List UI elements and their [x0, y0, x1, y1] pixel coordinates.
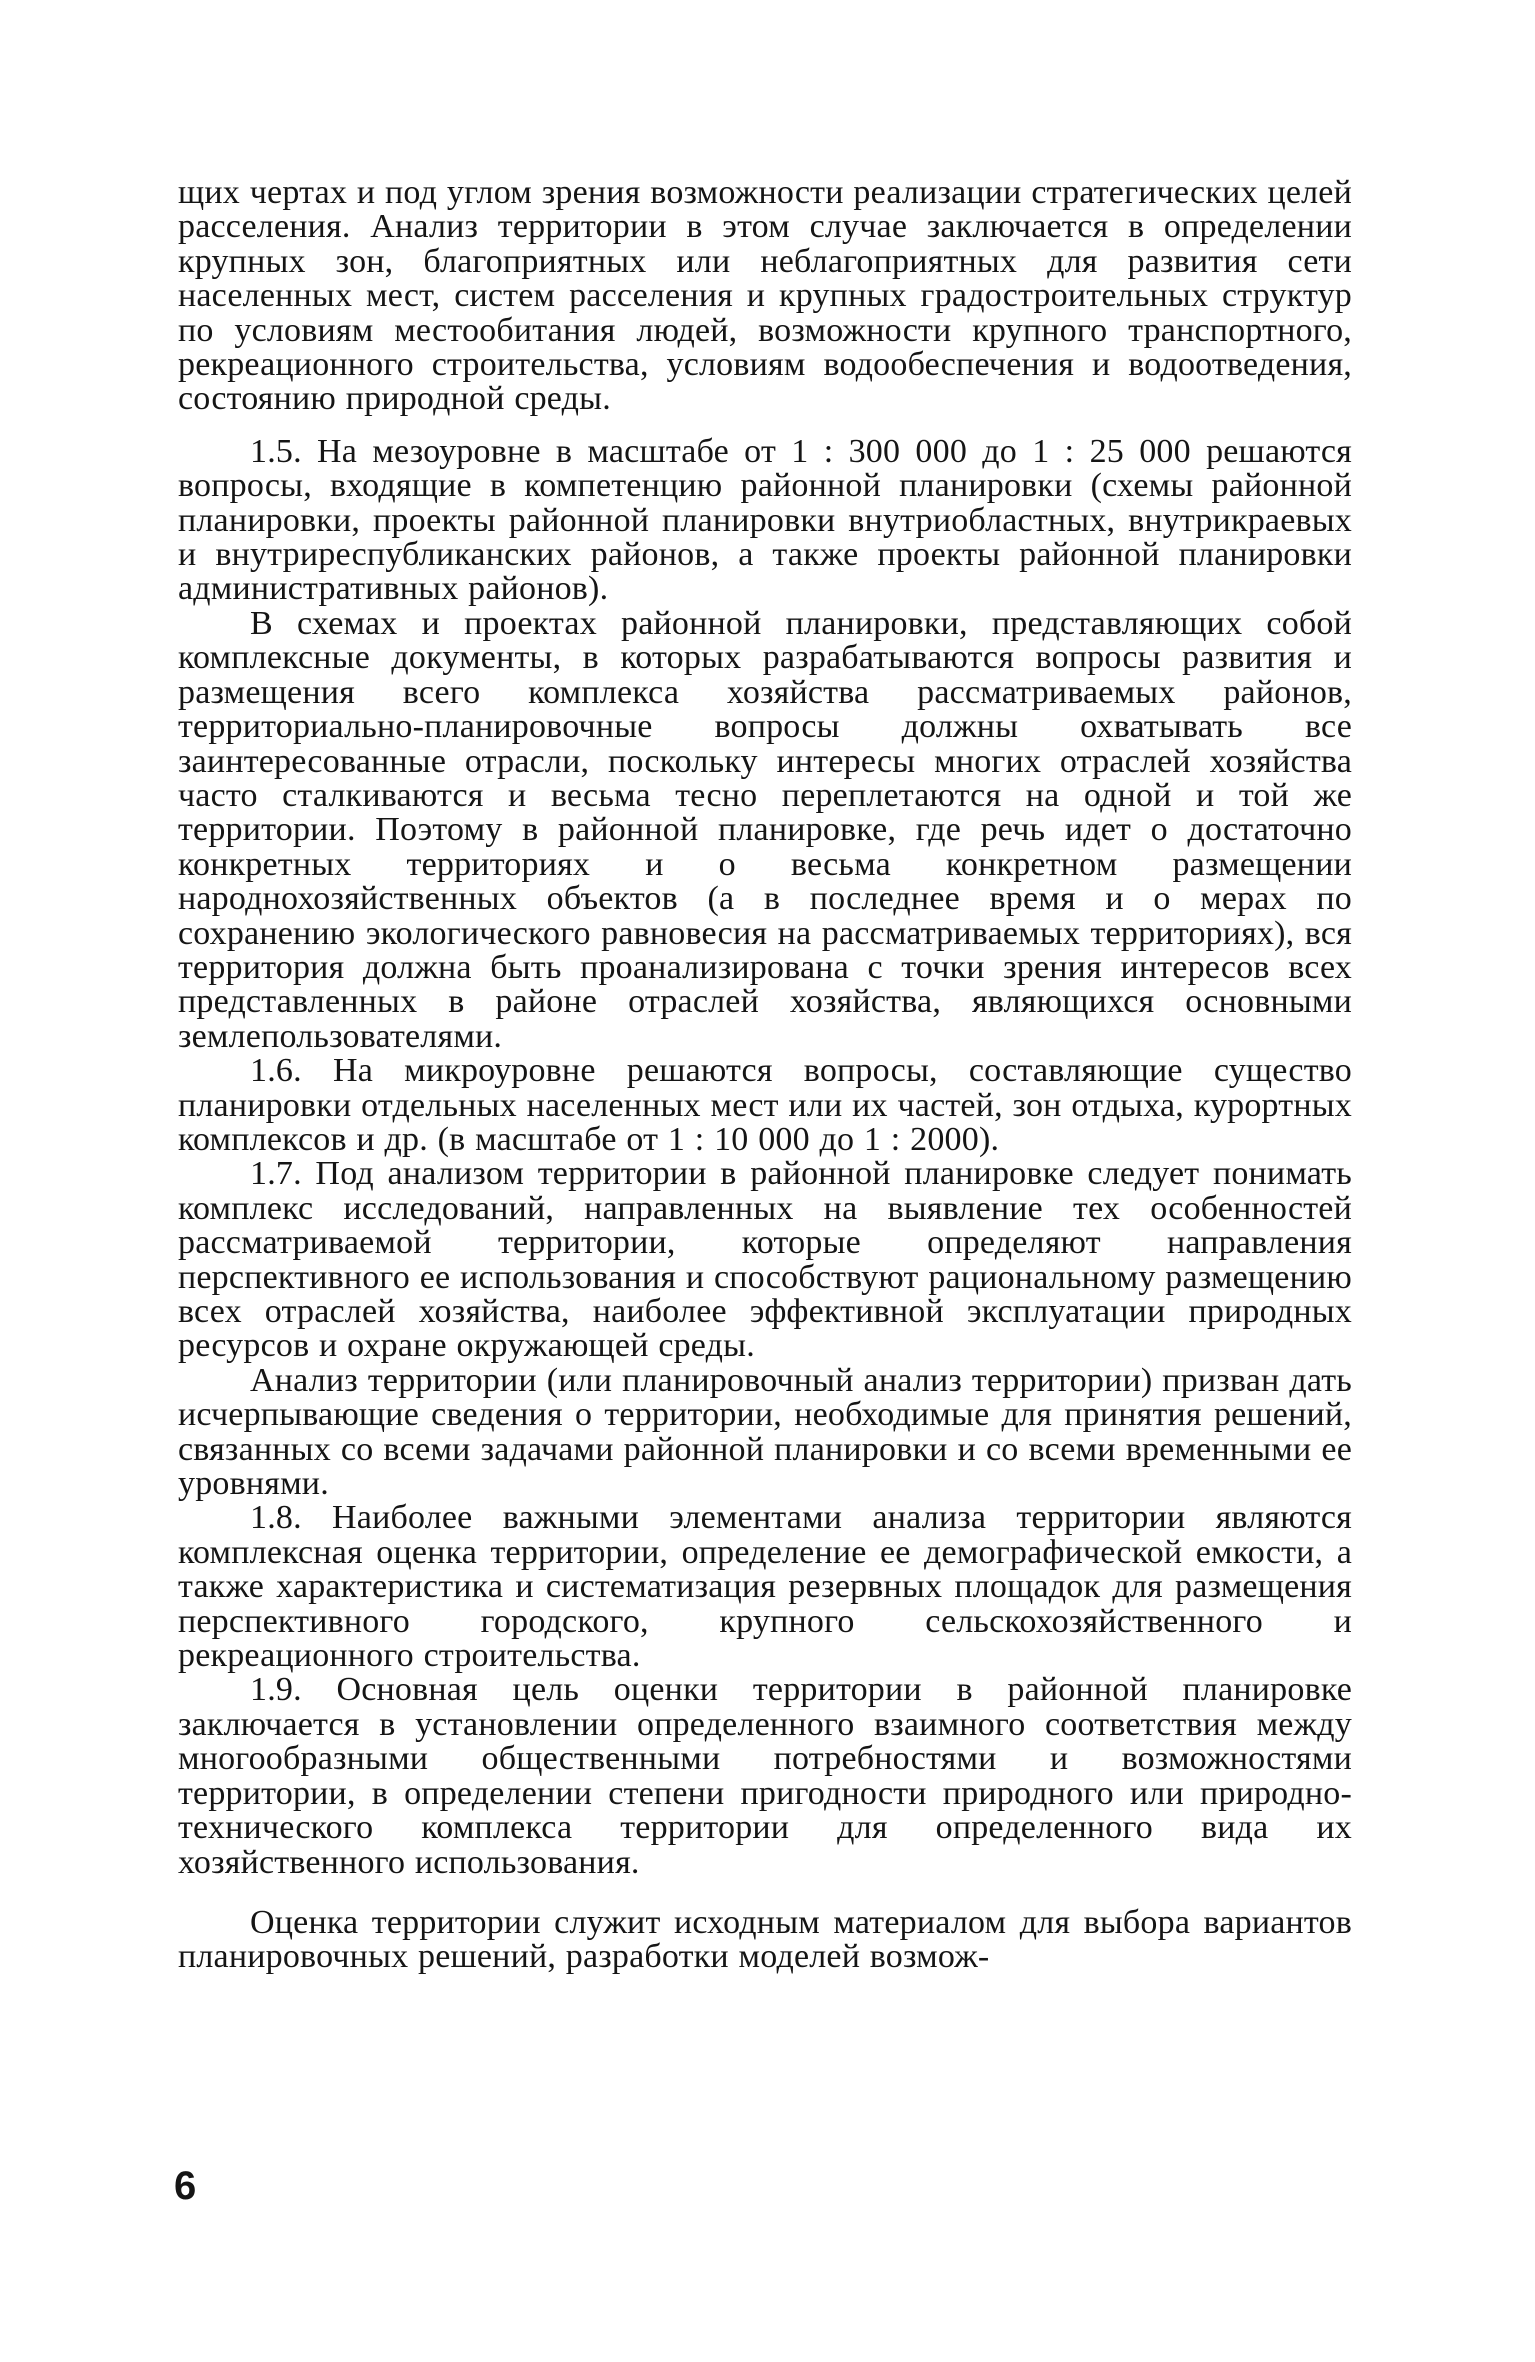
paragraph-1-5: 1.5. На мезоуровне в масштабе от 1 : 300 000 до 1 : 25 000 решаются вопросы, входящие в компетенцию районной планировки (схемы районной планировки, проекты районной планировки внутриобластных, внутрикраевых и внутриреспубликанских районов, а также проекты районной планировки административных районов).	[178, 432, 1352, 608]
paragraph-1-6: 1.6. На микроуровне решаются вопросы, составляющие существо планировки отдельных населенных мест или их частей, зон отдыха, курортных комплексов и др. (в масштабе от 1 : 10 000 до 1 : 2000).	[178, 1052, 1352, 1158]
paragraph-analysis: Анализ территории (или планировочный анализ территории) призван дать исчерпывающие сведения о территории, необходимые для принятия решений, связанных со всеми задачами районной планировки и со всеми временными ее уровнями.	[178, 1361, 1352, 1503]
paragraph-continuation: щих чертах и под углом зрения возможности реализации стратегических целей расселения. Анализ территории в этом случае заключается в определении крупных зон, благоприятных или неблагоприятных для развития сети населенных мест, систем расселения и крупных градостроительных структур по условиям местообитания людей, возможности крупного транспортного, рекреационного строительства, условиям водообеспечения и водоотведения, состоянию природной среды.	[178, 174, 1352, 418]
paragraph-schemes: В схемах и проектах районной планировки, представляющих собой комплексные документы, в которых разрабатываются вопросы развития и размещения всего комплекса хозяйства рассматриваемых районов, территориально-планировочные вопросы должны охватывать все заинтересованные отрасли, поскольку интересы многих отраслей хозяйства часто сталкиваются и весьма тесно переплетаются на одной и той же территории. Поэтому в районной планировке, где речь идет о достаточно конкретных территориях и о весьма конкретном размещении народнохозяйственных объектов (а в последнее время и о мерах по сохранению экологического равновесия на рассматриваемых территориях), вся территория должна быть проанализирована с точки зрения интересов всех представленных в районе отраслей хозяйства, являющихся основными землепользователями.	[178, 604, 1352, 1055]
paragraph-1-8: 1.8. Наиболее важными элементами анализа территории являются комплексная оценка территории, определение ее демографической емкости, а также характеристика и систематизация резервных площадок для размещения перспективного городского, крупного сельскохозяйственного и рекреационного строительства.	[178, 1499, 1352, 1675]
paragraph-assessment: Оценка территории служит исходным материалом для выбора вариантов планировочных решений, разработки моделей возмож-	[178, 1903, 1352, 1976]
body-text	[178, 176, 1352, 1975]
paragraph-1-9: 1.9. Основная цель оценки территории в районной планировке заключается в установлении определенного взаимного соответствия между многообразными общественными потребностями и возможностями территории, в определении степени пригодности природного или природно-технического комплекса территории для определенного вида их хозяйственного использования.	[178, 1671, 1352, 1881]
page-number: 6	[174, 2164, 197, 2208]
paragraph-1-7: 1.7. Под анализом территории в районной планировке следует понимать комплекс исследований, направленных на выявление тех особенностей рассматриваемой территории, которые определяют направления перспективного ее использования и способствуют рациональному размещению всех отраслей хозяйства, наиболее эффективной эксплуатации природных ресурсов и охране окружающей среды.	[178, 1155, 1352, 1365]
